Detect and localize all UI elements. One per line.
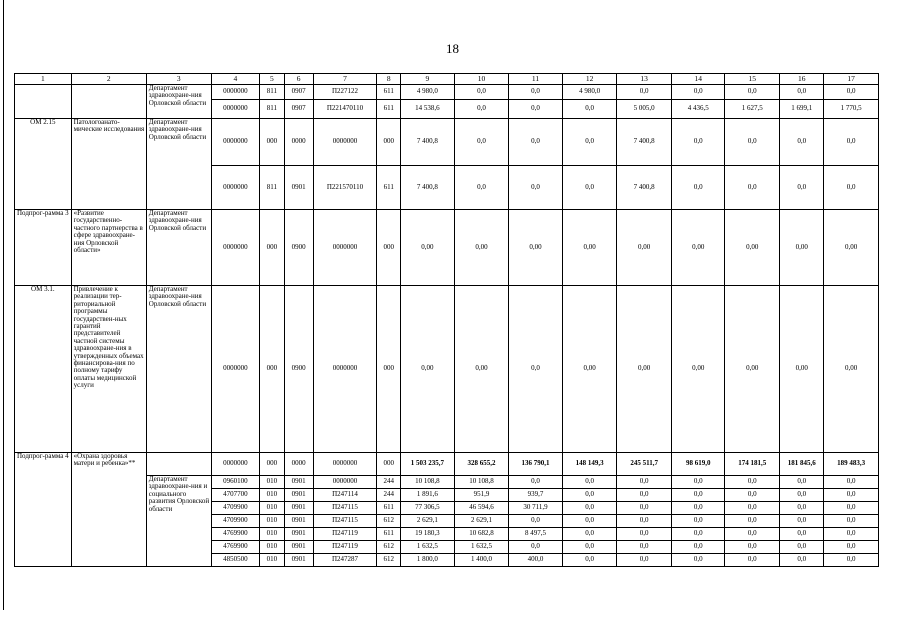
data-cell: 0,0 (562, 166, 617, 210)
data-cell: 148 149,3 (562, 453, 617, 476)
data-cell: 0000000 (211, 453, 259, 476)
program-code-cell (15, 85, 72, 119)
data-cell: 010 (260, 554, 285, 567)
program-code-cell: ОМ 3.1. (15, 286, 72, 453)
data-cell: 0960100 (211, 476, 259, 489)
data-cell: 0,00 (671, 286, 725, 453)
data-cell: 0,0 (454, 166, 509, 210)
data-cell: 0,0 (780, 119, 824, 166)
data-cell: 0,0 (725, 528, 780, 541)
left-margin-rule (3, 0, 4, 610)
data-cell: 0901 (284, 502, 313, 515)
data-cell: 0,0 (454, 100, 509, 119)
header-cell: 7 (313, 74, 377, 85)
data-cell: 0000 (284, 119, 313, 166)
data-cell: 0000000 (211, 210, 259, 286)
data-cell: 0000000 (313, 210, 377, 286)
data-cell: 0,0 (671, 489, 725, 502)
data-cell: 10 682,8 (454, 528, 509, 541)
program-name-cell: Патологоанато-мические исследования (71, 119, 146, 210)
header-cell: 15 (725, 74, 780, 85)
data-cell: 611 (377, 100, 401, 119)
data-cell: 4769900 (211, 528, 259, 541)
table-row (15, 453, 879, 476)
data-cell: 0,00 (454, 286, 509, 453)
data-cell: 0,0 (617, 502, 672, 515)
data-cell: 2 629,1 (401, 515, 455, 528)
data-cell: 0901 (284, 528, 313, 541)
data-cell: 000 (377, 210, 401, 286)
data-cell: 0,0 (780, 528, 824, 541)
data-cell: 0,0 (671, 119, 725, 166)
data-cell: 0,0 (824, 119, 879, 166)
data-cell: 400,0 (509, 554, 563, 567)
data-cell: П227122 (313, 85, 377, 100)
data-cell: 0,0 (824, 85, 879, 100)
data-cell: 181 845,6 (780, 453, 824, 476)
data-cell: 0900 (284, 286, 313, 453)
data-cell: 0,0 (671, 541, 725, 554)
data-cell: 0,0 (725, 554, 780, 567)
data-cell: 1 770,5 (824, 100, 879, 119)
data-cell: 7 400,8 (401, 166, 455, 210)
data-cell: 0,0 (671, 554, 725, 567)
header-cell: 2 (71, 74, 146, 85)
data-cell: 98 619,0 (671, 453, 725, 476)
data-cell: 189 483,3 (824, 453, 879, 476)
data-cell: 0,00 (401, 286, 455, 453)
data-cell: 4709900 (211, 502, 259, 515)
header-cell: 10 (454, 74, 509, 85)
data-cell: 0,0 (509, 476, 563, 489)
data-cell: 0,00 (671, 210, 725, 286)
header-cell: 5 (260, 74, 285, 85)
program-name-cell: «Развитие государственно-частного партнерства в сфере здравоохране-ния Орловской области» (71, 210, 146, 286)
data-cell: 0000000 (211, 119, 259, 166)
data-cell: 4 980,0 (401, 85, 455, 100)
data-cell: 811 (260, 100, 285, 119)
data-cell: 0000000 (211, 166, 259, 210)
data-cell: 4709900 (211, 515, 259, 528)
data-cell: 612 (377, 515, 401, 528)
data-cell: 0,0 (671, 476, 725, 489)
header-cell: 6 (284, 74, 313, 85)
data-cell: 328 655,2 (454, 453, 509, 476)
data-cell: 0,0 (671, 528, 725, 541)
data-cell: 0000000 (313, 119, 377, 166)
data-cell: 0,0 (725, 489, 780, 502)
data-cell: 174 181,5 (725, 453, 780, 476)
data-cell: 0901 (284, 489, 313, 502)
data-cell: 0,0 (617, 489, 672, 502)
data-cell: 0,0 (780, 489, 824, 502)
table-row (15, 119, 879, 166)
data-cell: 0,00 (824, 210, 879, 286)
data-cell: 19 180,3 (401, 528, 455, 541)
data-cell: 1 800,0 (401, 554, 455, 567)
data-cell: 77 306,5 (401, 502, 455, 515)
data-cell: 939,7 (509, 489, 563, 502)
data-cell: 244 (377, 476, 401, 489)
data-cell: 0907 (284, 100, 313, 119)
data-cell: 0,0 (617, 528, 672, 541)
data-cell: 0,0 (562, 489, 617, 502)
data-cell: 0,00 (725, 286, 780, 453)
program-code-cell: ОМ 2.15 (15, 119, 72, 210)
data-cell: 0,0 (562, 119, 617, 166)
data-cell: 0,0 (454, 119, 509, 166)
data-cell: 0,0 (780, 554, 824, 567)
data-cell: 0,0 (617, 515, 672, 528)
data-cell: П221470110 (313, 100, 377, 119)
data-cell: 0000000 (313, 286, 377, 453)
data-cell: 0,0 (780, 476, 824, 489)
data-cell: 0,0 (454, 85, 509, 100)
data-cell: 0,0 (824, 528, 879, 541)
data-cell: 0900 (284, 210, 313, 286)
data-cell: 14 538,6 (401, 100, 455, 119)
data-cell: 0,0 (824, 554, 879, 567)
data-cell: 0,0 (824, 541, 879, 554)
data-cell: 000 (260, 210, 285, 286)
data-cell: 244 (377, 489, 401, 502)
data-cell: 0,0 (562, 515, 617, 528)
table-row (15, 210, 879, 286)
data-cell: 0,00 (780, 286, 824, 453)
data-cell: 0,0 (725, 476, 780, 489)
data-cell: 0,0 (509, 541, 563, 554)
data-cell: 10 108,8 (454, 476, 509, 489)
data-cell: 0,0 (780, 541, 824, 554)
data-cell: 1 632,5 (401, 541, 455, 554)
data-cell: 0,00 (617, 286, 672, 453)
data-cell: 0,0 (824, 515, 879, 528)
page-number: 18 (446, 41, 459, 56)
data-cell: 0,0 (509, 85, 563, 100)
data-cell: 0,0 (562, 541, 617, 554)
header-cell: 14 (671, 74, 725, 85)
data-cell: 0,0 (562, 528, 617, 541)
data-cell: 000 (377, 286, 401, 453)
data-cell: 0,0 (562, 100, 617, 119)
data-cell: 811 (260, 166, 285, 210)
header-cell: 1 (15, 74, 72, 85)
data-cell: 0901 (284, 515, 313, 528)
data-cell: 0,0 (824, 502, 879, 515)
data-cell: 010 (260, 515, 285, 528)
data-cell: 0000000 (211, 286, 259, 453)
data-cell: П247119 (313, 528, 377, 541)
data-cell: 4769900 (211, 541, 259, 554)
program-code-cell: Подпрог-рамма 4 (15, 453, 72, 567)
data-cell: 4850500 (211, 554, 259, 567)
data-cell: 0901 (284, 166, 313, 210)
header-cell: 12 (562, 74, 617, 85)
data-cell: 1 627,5 (725, 100, 780, 119)
data-cell: 1 699,1 (780, 100, 824, 119)
data-cell: 611 (377, 502, 401, 515)
data-cell: 46 594,6 (454, 502, 509, 515)
data-cell: 0,0 (725, 119, 780, 166)
data-cell: 0,0 (671, 515, 725, 528)
data-cell: 2 629,1 (454, 515, 509, 528)
program-name-cell: «Охрана здоровья матери и ребенка»** (71, 453, 146, 567)
data-cell: 010 (260, 541, 285, 554)
executor-cell: Департамент здравоохране-ния Орловской области (146, 210, 211, 286)
executor-cell: Департамент здравоохране-ния Орловской области (146, 119, 211, 210)
data-cell: 0,0 (780, 166, 824, 210)
data-cell: 000 (260, 119, 285, 166)
data-cell: 0,00 (780, 210, 824, 286)
data-cell: 0,0 (562, 554, 617, 567)
data-cell: 5 005,0 (617, 100, 672, 119)
data-cell: 0,0 (824, 476, 879, 489)
data-cell: 0901 (284, 476, 313, 489)
header-cell: 16 (780, 74, 824, 85)
data-cell: 000 (260, 286, 285, 453)
data-cell: 0,0 (780, 515, 824, 528)
data-cell: 0,0 (780, 502, 824, 515)
data-cell: 0,0 (509, 515, 563, 528)
executor-cell: Департамент здравоохране-ния и социального развития Орловской области (146, 476, 211, 567)
data-cell: 0,0 (671, 166, 725, 210)
header-cell: 13 (617, 74, 672, 85)
data-cell: 7 400,8 (617, 119, 672, 166)
data-cell: 000 (377, 453, 401, 476)
data-cell: 612 (377, 541, 401, 554)
data-cell: 000 (377, 119, 401, 166)
data-cell: 0,00 (562, 286, 617, 453)
table-row (15, 85, 879, 100)
data-cell: 0,00 (725, 210, 780, 286)
data-cell: 0,0 (562, 476, 617, 489)
data-cell: 0907 (284, 85, 313, 100)
table-row (15, 286, 879, 453)
data-cell: 611 (377, 528, 401, 541)
data-cell: 0,0 (725, 166, 780, 210)
data-cell: 951,9 (454, 489, 509, 502)
data-cell: 4 980,0 (562, 85, 617, 100)
header-cell: 11 (509, 74, 563, 85)
executor-cell (146, 453, 211, 476)
data-cell: 1 891,6 (401, 489, 455, 502)
header-row (15, 74, 879, 85)
data-cell: 136 790,1 (509, 453, 563, 476)
data-cell: 0,00 (824, 286, 879, 453)
data-cell: 0000000 (313, 453, 377, 476)
data-cell: 0,0 (671, 502, 725, 515)
data-cell: 010 (260, 528, 285, 541)
data-cell: П221570110 (313, 166, 377, 210)
data-cell: 010 (260, 489, 285, 502)
data-cell: 0000000 (313, 476, 377, 489)
data-cell: 611 (377, 85, 401, 100)
data-cell: П247114 (313, 489, 377, 502)
data-cell: 0,0 (725, 515, 780, 528)
data-cell: 0,00 (562, 210, 617, 286)
data-cell: 10 108,8 (401, 476, 455, 489)
data-cell: 0,0 (562, 502, 617, 515)
data-cell: 0,0 (509, 166, 563, 210)
data-cell: 0,0 (725, 541, 780, 554)
program-code-cell: Подпрог-рамма 3 (15, 210, 72, 286)
header-cell: 8 (377, 74, 401, 85)
data-cell: 0000 (284, 453, 313, 476)
data-cell: 7 400,8 (401, 119, 455, 166)
data-cell: 0,00 (454, 210, 509, 286)
data-cell: 0,00 (617, 210, 672, 286)
budget-table (14, 73, 879, 567)
header-cell: 9 (401, 74, 455, 85)
data-cell: 0,0 (509, 286, 563, 453)
data-cell: 0000000 (211, 85, 259, 100)
data-cell: П247115 (313, 515, 377, 528)
data-cell: 0000000 (211, 100, 259, 119)
data-cell: 010 (260, 476, 285, 489)
executor-cell: Департамент здравоохране-ния Орловской области (146, 286, 211, 453)
data-cell: П247115 (313, 502, 377, 515)
data-cell: 1 632,5 (454, 541, 509, 554)
data-cell: 0,0 (617, 554, 672, 567)
data-cell: 0901 (284, 554, 313, 567)
data-cell: 0,00 (509, 210, 563, 286)
data-cell: 0,0 (780, 85, 824, 100)
data-cell: 811 (260, 85, 285, 100)
data-cell: П247287 (313, 554, 377, 567)
program-name-cell: Привлечение к реализации тер-риториальной программы государствен-ных гарантий представителей частной системы здравоохране-ния в утвержденных объемах финансирова-ния по полному тарифу оплаты медицинской услуги (71, 286, 146, 453)
data-cell: 245 511,7 (617, 453, 672, 476)
data-cell: 0,0 (671, 85, 725, 100)
header-cell: 17 (824, 74, 879, 85)
data-cell: 0,0 (509, 100, 563, 119)
data-cell: 0,0 (509, 119, 563, 166)
data-cell: 0,0 (617, 541, 672, 554)
data-cell: 0,0 (824, 166, 879, 210)
data-cell: 4707700 (211, 489, 259, 502)
data-cell: 4 436,5 (671, 100, 725, 119)
data-cell: 611 (377, 166, 401, 210)
data-cell: 0,0 (824, 489, 879, 502)
data-cell: 612 (377, 554, 401, 567)
header-cell: 4 (211, 74, 259, 85)
data-cell: 1 503 235,7 (401, 453, 455, 476)
data-cell: 30 711,9 (509, 502, 563, 515)
program-name-cell (71, 85, 146, 119)
data-cell: 010 (260, 502, 285, 515)
data-cell: П247119 (313, 541, 377, 554)
data-cell: 0,0 (725, 85, 780, 100)
data-cell: 0,0 (725, 502, 780, 515)
data-cell: 7 400,8 (617, 166, 672, 210)
data-cell: 0,00 (401, 210, 455, 286)
executor-cell: Департамент здравоохране-ния Орловской области (146, 85, 211, 119)
header-cell: 3 (146, 74, 211, 85)
data-cell: 000 (260, 453, 285, 476)
data-cell: 8 497,5 (509, 528, 563, 541)
data-cell: 0,0 (617, 85, 672, 100)
data-cell: 0,0 (617, 476, 672, 489)
data-cell: 0901 (284, 541, 313, 554)
data-cell: 1 400,0 (454, 554, 509, 567)
